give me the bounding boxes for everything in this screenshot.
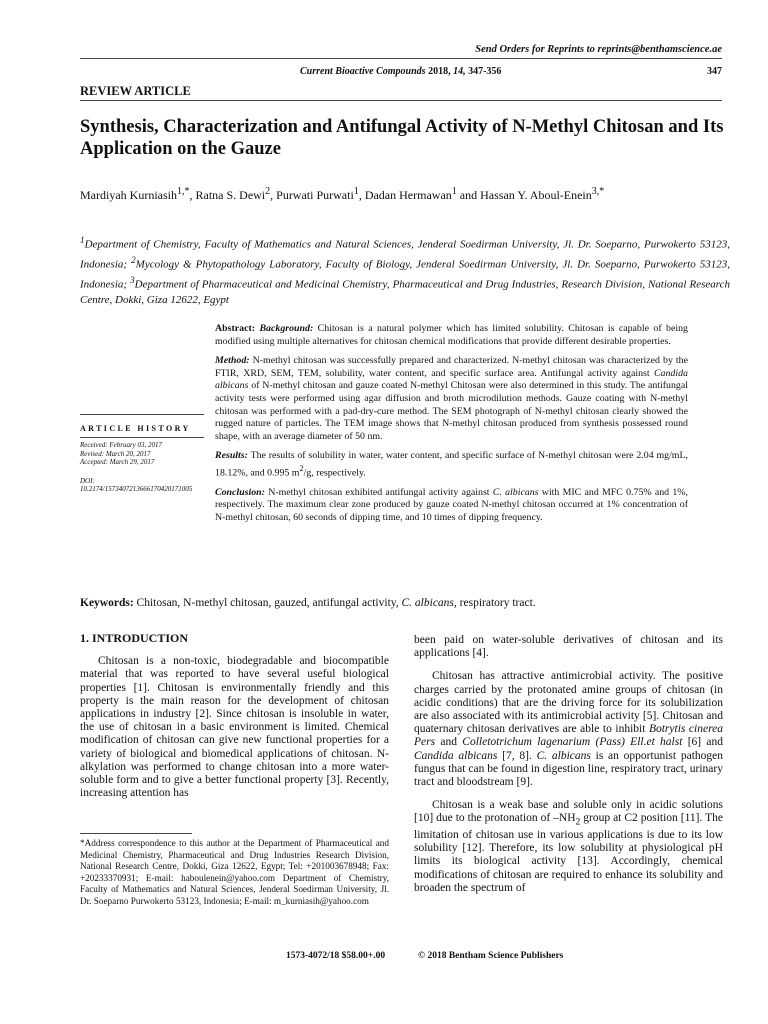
species-name: C. albicans (401, 597, 454, 609)
body-paragraph (414, 799, 723, 895)
author-name: Mardiyah Kurniasih (80, 188, 177, 202)
author-name: and Hassan Y. Aboul-Enein (456, 188, 592, 202)
body-paragraph (414, 670, 723, 789)
column-right (414, 634, 723, 895)
keywords-label: Keywords: (80, 597, 134, 609)
received-date: Received: February 03, 2017 (80, 441, 163, 449)
copyright: © 2018 Bentham Science Publishers (418, 951, 564, 961)
text-run: group at C2 position [11]. The limitation of chitosan use in various applications is due to its low solubility [12]. Therefore, its low solubility at physiological pH limits its biological activity [13]. Accordingly, chemical modifications of chitosan are required to enhance its solubility and broaden the spectrum of (414, 812, 723, 894)
results-text: /g, respectively. (303, 467, 366, 479)
background-text: Chitosan is a natural polymer which has limited solubility. Chitosan is capable of being modified using multiple alternatives for chitosan chemical modifications that provide different desirable properties. (215, 323, 688, 347)
article-history-dates (80, 441, 210, 494)
author-affiliation-marker: 2 (265, 186, 271, 197)
text-run: is an opportunist pathogen fungus that can be found in digestion line, respiratory tract, urinary tract and bloodstream [9]. (414, 749, 723, 789)
abstract-background (215, 323, 688, 348)
author-list (80, 186, 730, 203)
correspondence-footnote: *Address correspondence to this author at the Department of Pharmaceutical and Medicinal Chemistry, Pharmaceutical and Drug Industries Research Division, National Research Centre, Dokki, Giza 12622, Egypt; Tel: +201003678948; Fax: +20233370931; E-mail: haboulenein@yahoo.com Department of Chemistry, Faculty of Mathematics and Natural Sciences, Jenderal Soedirman University, Jl. Dr. Soeparno Purwokerto 53123, Indonesia; E-mail: m_kurniasih@yahoo.com (80, 838, 389, 906)
keywords-list: , respiratory tract. (453, 597, 536, 609)
page-number: 347 (707, 66, 722, 77)
abstract-label: Abstract: (215, 323, 256, 334)
article-type: REVIEW ARTICLE (80, 84, 722, 101)
affiliations (80, 233, 730, 309)
species-name: Candida albicans (414, 749, 498, 762)
species-name: Colletotrichum lagenarium (Pass) Ell.et halst (462, 736, 683, 749)
body-paragraph: Chitosan is a non-toxic, biodegradable and biocompatible material that was reported to have several useful biological properties [1]. Chitosan is environmentally friendly and this property is the main reason for the development of chitosan applications in industry [2]. Since chitosan is insoluble in water, the use of chitosan in a basic environment is limited. Chemical modification of chitosan can give new functional properties for a variety of biological and biomedical applications of chitosan. N-alkylation was performed to change chitosan into a more water-soluble form and to give a better functional property [3]. Recently, increasing attention has (80, 655, 389, 800)
abstract-method (215, 355, 688, 443)
results-label: Results: (215, 450, 248, 462)
body-paragraph: been paid on water-soluble derivatives of chitosan and its applications [4]. (414, 634, 723, 660)
method-text: of N-methyl chitosan and gauze coated N-methyl Chitosan were also determined in this study. The antifungal activity tests were performed using agar diffusion and broth microdilution methods. Gauze coating with N-methyl chitosan was performed with a pad-dry-cure method. The SEM photograph of N-methyl chitosan clearly showed the rugged nature of particles. The TEM image shows that N-methyl chitosan produced from synthesis possessed round shape, with an average diameter of 50 nm. (215, 380, 688, 442)
affiliation-marker: 2 (131, 255, 136, 266)
footnote-rule (80, 833, 192, 834)
method-label: Method: (215, 355, 250, 367)
background-label: Background: (259, 323, 314, 334)
method-text: N-methyl chitosan was successfully prepared and characterized. N-methyl chitosan was characterized by the FTIR, XRD, SEM, TEM, solubility, water content, and specific surface area. Antifungal activity against (215, 355, 688, 379)
accepted-date: Accepted: March 29, 2017 (80, 458, 155, 467)
journal-year: 2018, (428, 66, 451, 77)
article-history-top-rule (80, 414, 204, 415)
author-affiliation-marker: 3,* (591, 186, 605, 197)
affiliation-marker: 1 (80, 235, 85, 245)
author-name: , Purwati Purwati (270, 188, 354, 202)
keywords-list: Chitosan, N-methyl chitosan, gauzed, antifungal activity, (133, 597, 402, 609)
issn-price: 1573-4072/18 $58.00+.00 (286, 951, 386, 961)
affiliation-marker: 3 (130, 275, 135, 286)
author-affiliation-marker: 1 (353, 186, 359, 197)
abstract (215, 323, 688, 532)
affiliation-text: Department of Chemistry, Faculty of Mathematics and Natural Sciences, Jenderal Soedirman University, Jl. Dr. Soeparno, Purwokerto 53123, Indonesia; (80, 238, 730, 271)
author-name: , Dadan Hermawan (358, 188, 452, 202)
keywords (80, 597, 730, 609)
text-run: [6] and (682, 736, 724, 749)
header-rule (80, 58, 722, 59)
journal-citation (300, 66, 501, 77)
species-name: C. albicans (492, 486, 539, 498)
conclusion-text: with MIC and MFC 0.75% and 1%, respectively. The maximum clear zone produced by gauze coated N-methyl chitosan occurred at 1% concentration of N-methyl chitosan, 60 seconds of dipping time, and 10 times of dipping frequency. (215, 486, 688, 524)
affiliation-text: Mycology & Phytopathology Laboratory, Faculty of Biology, Jenderal Soedirman University, Jl. Dr. Soeparno, Purwokerto 53123, Indonesia; (80, 258, 730, 291)
species-name: Candida albicans (215, 367, 688, 392)
journal-pages: 347-356 (468, 66, 502, 77)
article-history-title: ARTICLE HISTORY (80, 424, 191, 433)
abstract-results (215, 450, 688, 479)
journal-volume: 14, (453, 66, 466, 77)
text-run: [7, 8]. (497, 749, 537, 762)
article-history-mid-rule (80, 437, 204, 438)
author-affiliation-marker: 1,* (176, 186, 190, 197)
revised-date: Revised: March 20, 2017 (80, 449, 151, 458)
text-run: Chitosan has attractive antimicrobial activity. The positive charges carried by the protonated amine groups of chitosan (in acidic conditions) that are the driving force for its solubilization are also associated with its antimicrobial activity [5]. Chitosan and quaternary chitosan derivatives are able to inhibit (414, 670, 723, 736)
subscript: 2 (575, 816, 581, 828)
author-name: , Ratna S. Dewi (189, 188, 266, 202)
section-heading: 1. INTRODUCTION (80, 631, 189, 645)
text-run: Chitosan is a weak base and soluble only in acidic solutions [10] due to the protonation of –NH (414, 799, 723, 825)
doi-label: DOI: (80, 476, 95, 485)
reprints-notice: Send Orders for Reprints to reprints@benthamscience.ae (475, 44, 722, 55)
species-name: Botrytis cinerea Pers (414, 723, 723, 749)
results-text: The results of solubility in water, water content, and specific surface of N-methyl chitosan were 2.04 mg/mL, 18.12%, and 0.995 m (215, 450, 688, 479)
conclusion-text: N-methyl chitosan exhibited antifungal activity against (264, 486, 493, 498)
doi-link[interactable]: 10.2174/1573407213666170420171005 (80, 485, 193, 494)
superscript: 2 (299, 463, 304, 473)
column-left (80, 632, 389, 800)
species-name: C. albicans (536, 749, 591, 762)
journal-name: Current Bioactive Compounds (300, 66, 426, 77)
conclusion-label: Conclusion: (215, 486, 265, 498)
author-affiliation-marker: 1 (451, 186, 457, 197)
abstract-conclusion (215, 487, 688, 525)
paper-title: Synthesis, Characterization and Antifungal Activity of N-Methyl Chitosan and Its Application on the Gauze (80, 117, 724, 159)
text-run: and (435, 736, 463, 749)
affiliation-text: Department of Pharmaceutical and Medicinal Chemistry, Pharmaceutical and Drug Industries, Research Division, National Research Centre, Dokki, Giza 12622, Egypt (80, 278, 731, 307)
